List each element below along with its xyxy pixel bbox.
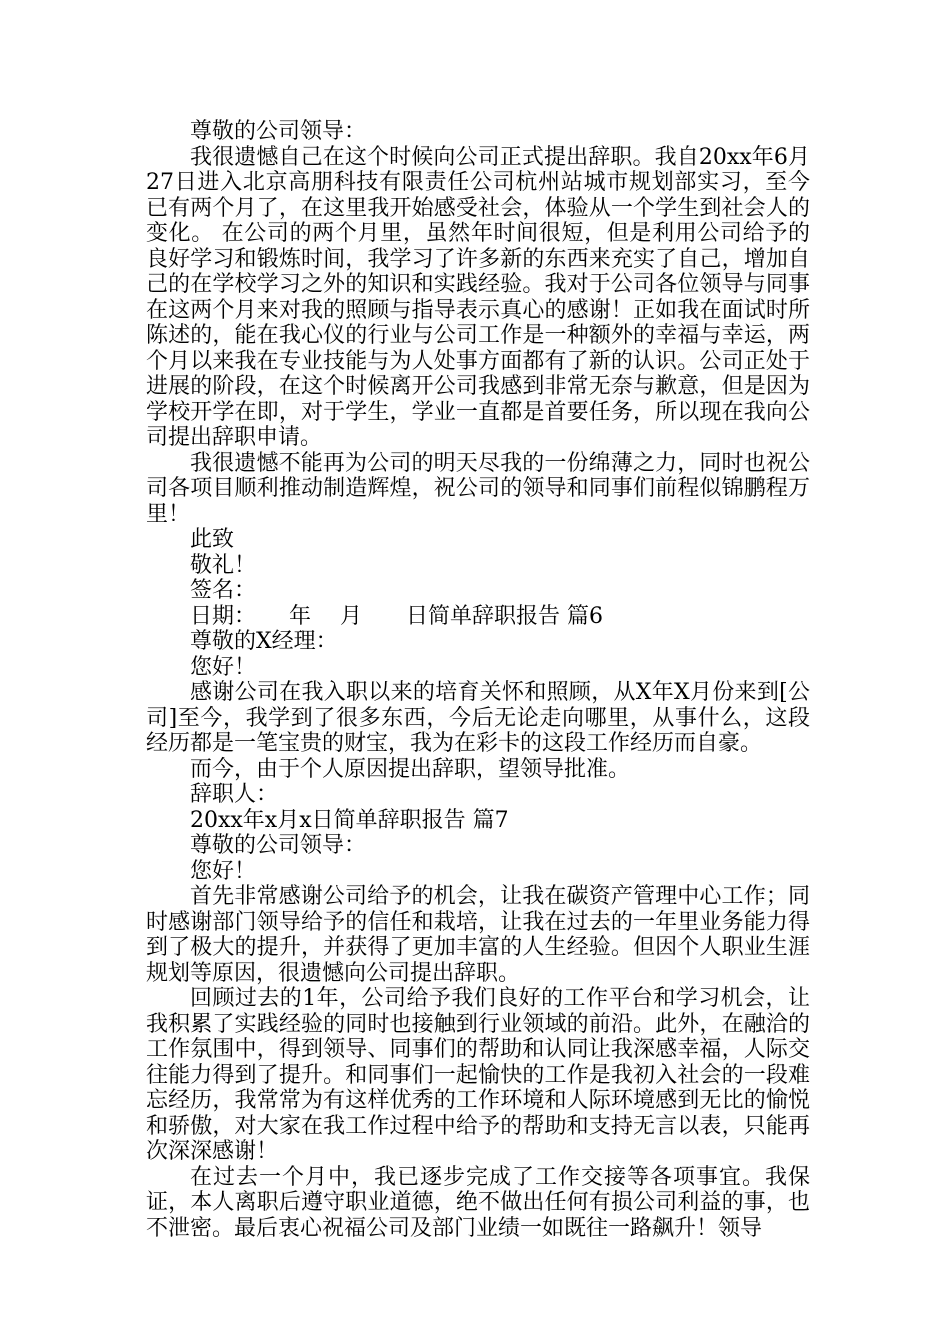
- date-heading-line: 20xx年x月x日简单辞职报告 篇7: [190, 807, 509, 833]
- signature-line: 辞职人：: [190, 782, 279, 807]
- document-body: [146, 119, 810, 1241]
- body-paragraph: 我很遗憾不能再为公司的明天尽我的一份绵薄之力，同时也祝公司各项目顺利推动制造辉煌，祝公司的领导和同事们前程似锦鹏程万里！: [146, 450, 810, 527]
- salutation: 尊敬的公司领导：: [190, 833, 367, 858]
- date-heading-line: 日期： 年 月 日简单辞职报告 篇6: [190, 603, 603, 629]
- body-paragraph: 在过去一个月中，我已逐步完成了工作交接等各项事宜。我保证，本人离职后遵守职业道德，绝不做出任何有损公司利益的事，也不泄密。最后衷心祝福公司及部门业绩一如既往一路飙升！领导: [146, 1164, 810, 1241]
- signature-line: 签名：: [190, 578, 257, 603]
- body-paragraph: 回顾过去的1年，公司给予我们良好的工作平台和学习机会，让我积累了实践经验的同时也接触到行业领域的前沿。此外，在融洽的工作氛围中，得到领导、同事们的帮助和认同让我深感幸福，人际交往能力得到了提升。和同事们一起愉快的工作是我初入社会的一段难忘经历，我常常为有这样优秀的工作环境和人际环境感到无比的愉悦和骄傲，对大家在我工作过程中给予的帮助和支持无言以表，只能再次深深感谢！: [146, 986, 810, 1164]
- greeting: 您好！: [190, 858, 257, 884]
- salutation: 尊敬的公司领导：: [190, 119, 367, 144]
- closing-line: 敬礼！: [190, 552, 257, 578]
- greeting: 您好！: [190, 654, 257, 680]
- body-paragraph: 首先非常感谢公司给予的机会，让我在碳资产管理中心工作；同时感谢部门领导给予的信任和栽培，让我在过去的一年里业务能力得到了极大的提升，并获得了更加丰富的人生经验。但因个人职业生涯规划等原因，很遗憾向公司提出辞职。: [146, 884, 810, 986]
- body-paragraph: 感谢公司在我入职以来的培育关怀和照顾，从X年X月份来到[公司]至今，我学到了很多东西，今后无论走向哪里，从事什么，这段经历都是一笔宝贵的财宝，我为在彩卡的这段工作经历而自豪。: [146, 680, 810, 756]
- closing-line: 此致: [190, 527, 235, 552]
- body-paragraph: 而今，由于个人原因提出辞职，望领导批准。: [190, 756, 631, 782]
- body-paragraph: 我很遗憾自己在这个时候向公司正式提出辞职。我自20xx年6月27日进入北京高朋科技有限责任公司杭州站城市规划部实习，至今已有两个月了，在这里我开始感受社会，体验从一个学生到社会人的变化。 在公司的两个月里，虽然年时间很短，但是利用公司给予的良好学习和锻炼时间，我学习了许多新的东西来充实了自己，增加自己的在学校学习之外的知识和实践经验。我对于公司各位领导与同事在这两个月来对我的照顾与指导表示真心的感谢！正如我在面试时所陈述的，能在我心仪的行业与公司工作是一种额外的幸福与幸运，两个月以来我在专业技能与为人处事方面都有了新的认识。公司正处于进展的阶段，在这个时候离开公司我感到非常无奈与歉意，但是因为学校开学在即，对于学生，学业一直都是首要任务，所以现在我向公司提出辞职申请。: [146, 144, 810, 450]
- salutation: 尊敬的X经理：: [190, 629, 338, 654]
